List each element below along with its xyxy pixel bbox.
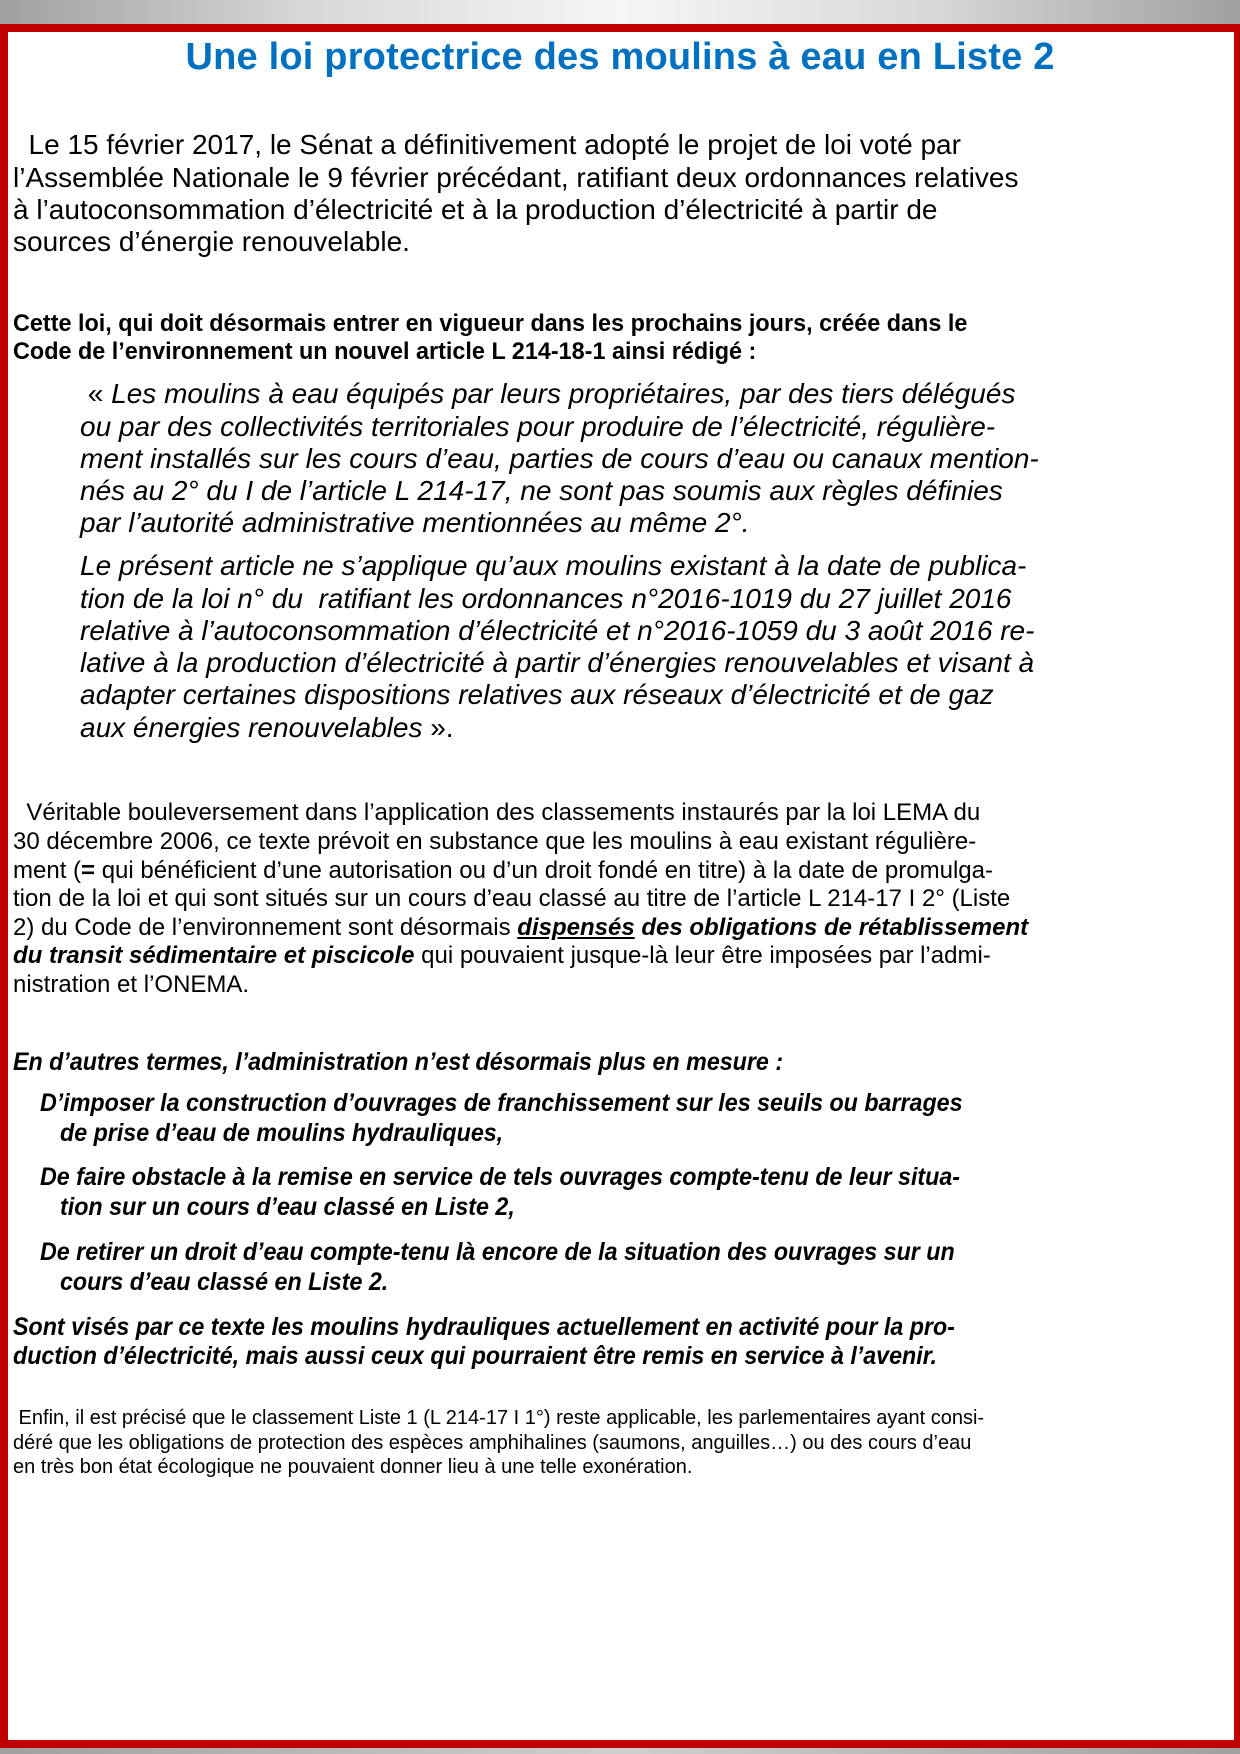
text-span: qui bénéficient d’une autorisation ou d’un droit fondé en titre) à la date de promulga- — [95, 857, 993, 884]
scope-line: Sont visés par ce texte les moulins hydrauliques actuellement en activité pour la pro- — [13, 1313, 955, 1341]
quote-line: relative à l’autoconsommation d’électricité et n°2016-1059 du 3 août 2016 re- — [80, 615, 1035, 646]
scope-line: duction d’électricité, mais aussi ceux qui pourraient être remis en service à l’avenir. — [13, 1342, 937, 1370]
emphasis-obligations: des obligations de rétablissement — [634, 914, 1029, 941]
quote-line: tion de la loi n° du ratifiant les ordonnances n°2016-1019 du 27 juillet 2016 — [80, 583, 1012, 614]
text-line: en très bon état écologique ne pouvaient donner lieu à une telle exonération. — [13, 1456, 693, 1478]
text-line: Cette loi, qui doit désormais entrer en vigueur dans les prochains jours, créée dans le — [13, 310, 968, 337]
text-line: tion de la loi et qui sont situés sur un cours d’eau classé au titre de l’article L 214-17 I 2° (Liste — [13, 885, 1011, 912]
equals-sign: = — [81, 857, 96, 884]
text-line: Véritable bouleversement dans l’application des classements instaurés par la loi LEMA du — [13, 799, 981, 826]
quote-line: ou par des collectivités territoriales pour produire de l’électricité, régulière- — [80, 411, 996, 442]
close-quote-mark: ». — [422, 712, 454, 743]
text-span: ment ( — [13, 857, 82, 884]
quote-line: par l’autorité administrative mentionnées au même 2°. — [80, 507, 750, 538]
quote-line: lative à la production d’électricité à partir d’énergies renouvelables et visant à — [80, 647, 1035, 678]
list-item: De retirer un droit d’eau compte-tenu là encore de la situation des ouvrages sur un — [40, 1238, 955, 1266]
text-span: qui pouvaient jusque-là leur être imposées par l’admi- — [414, 942, 991, 969]
emphasis-transit: du transit sédimentaire et piscicole — [13, 942, 415, 969]
page-title: Une loi protectrice des moulins à eau en Liste 2 — [185, 36, 1055, 78]
text-line: Code de l’environnement un nouvel article L 214-18-1 ainsi rédigé : — [13, 338, 757, 365]
list-item: De faire obstacle à la remise en service de tels ouvrages compte-tenu de leur situa- — [40, 1163, 961, 1191]
quote-line — [80, 378, 1015, 410]
quote-text: Les moulins à eau équipés par leurs propriétaires, par des tiers délégués — [111, 378, 1016, 409]
quote-line: Le présent article ne s’applique qu’aux moulins existant à la date de publica- — [80, 550, 1027, 581]
list-item-continuation: cours d’eau classé en Liste 2. — [60, 1268, 389, 1296]
quote-line: adapter certaines dispositions relatives aux réseaux d’électricité et de gaz — [80, 679, 994, 710]
text-line: déré que les obligations de protection des espèces amphihalines (saumons, anguilles…) ou des cours d’eau — [13, 1432, 972, 1454]
text-line: 30 décembre 2006, ce texte prévoit en substance que les moulins à eau existant régulière- — [13, 828, 977, 855]
quote-line: ment installés sur les cours d’eau, parties de cours d’eau ou canaux mention- — [80, 443, 1039, 474]
text-line — [13, 857, 993, 885]
bottom-gradient-band — [0, 1748, 1240, 1754]
list-item: D’imposer la construction d’ouvrages de franchissement sur les seuils ou barrages — [40, 1089, 963, 1117]
emphasis-dispenses: dispensés — [517, 914, 635, 941]
text-line: sources d’énergie renouvelable. — [13, 226, 410, 257]
text-line: Le 15 février 2017, le Sénat a définitivement adopté le projet de loi voté par — [13, 129, 961, 160]
quote-text: aux énergies renouvelables — [80, 712, 423, 743]
text-line — [13, 942, 991, 970]
section-heading: En d’autres termes, l’administration n’est désormais plus en mesure : — [13, 1048, 784, 1076]
text-line: à l’autoconsommation d’électricité et à la production d’électricité à partir de — [13, 194, 938, 225]
open-quote-mark: « — [80, 378, 112, 409]
text-line: Enfin, il est précisé que le classement Liste 1 (L 214-17 I 1°) reste applicable, les parlementaires ayant consi- — [13, 1407, 985, 1429]
text-span: 2) du Code de l’environnement sont désormais — [13, 914, 518, 941]
text-line — [13, 914, 1028, 942]
quote-line: nés au 2° du I de l’article L 214-17, ne sont pas soumis aux règles définies — [80, 475, 1003, 506]
top-gradient-band — [0, 0, 1240, 24]
list-item-continuation: tion sur un cours d’eau classé en Liste 2, — [60, 1193, 515, 1221]
text-line: nistration et l’ONEMA. — [13, 971, 250, 998]
list-item-continuation: de prise d’eau de moulins hydrauliques, — [60, 1119, 504, 1147]
text-line: l’Assemblée Nationale le 9 février précédant, ratifiant deux ordonnances relatives — [13, 162, 1019, 193]
quote-line — [80, 712, 454, 744]
